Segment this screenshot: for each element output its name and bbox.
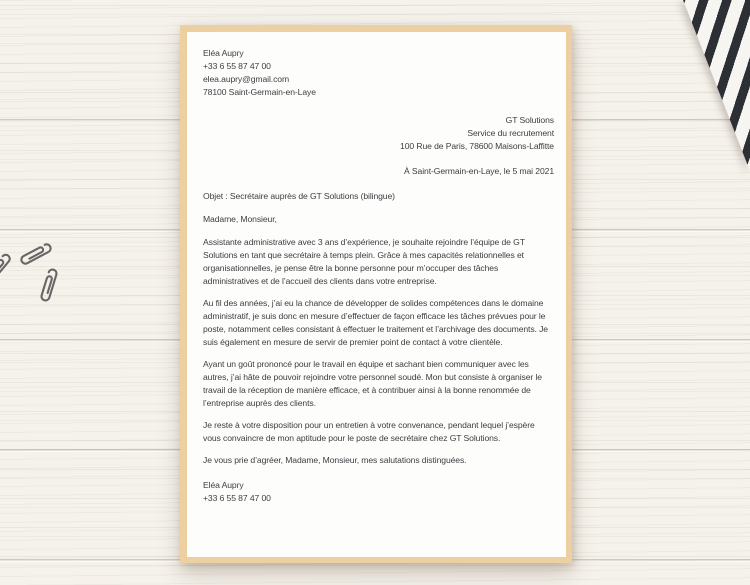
body-paragraph-4: Je reste à votre disposition pour un entretien à votre convenance, pendant lequel j’espère vous convaincre de mon aptitude pour le poste de secrétaire chez GT Solutions.: [203, 420, 535, 443]
recipient-department: Service du recrutement: [467, 128, 554, 138]
paperclip-icon: [40, 269, 57, 302]
striped-fabric-corner: [616, 0, 750, 184]
subject-line: Objet : Secrétaire auprès de GT Solutions (bilingue): [203, 191, 395, 201]
signature-block: [203, 479, 554, 505]
sender-city: 78100 Saint-Germain-en-Laye: [203, 87, 316, 97]
striped-fabric: [616, 0, 750, 184]
date-line: À Saint-Germain-en-Laye, le 5 mai 2021: [403, 166, 554, 176]
paper-clips: [0, 232, 80, 312]
sender-name: Eléa Aupry: [203, 48, 244, 58]
signature-name: Eléa Aupry: [203, 480, 244, 490]
clipboard-backing: [180, 25, 572, 563]
body-paragraph-1: Assistante administrative avec 3 ans d’expérience, je souhaite rejoindre l’équipe de GT Solutions en tant que secrétaire à temps plein. Grâce à mes capacités relationnelles et organisationnelles, je pense être la bonne personne pour m’occuper des tâches administratives et de l’accueil des clients dans votre entreprise.: [203, 237, 525, 286]
sender-email: elea.aupry@gmail.com: [203, 74, 290, 84]
salutation: Madame, Monsieur,: [203, 214, 277, 224]
sender-block: [203, 47, 554, 99]
closing-line: Je vous prie d’agréer, Madame, Monsieur, mes salutations distinguées.: [203, 455, 467, 465]
paperclip-icon: [0, 253, 11, 283]
recipient-company: GT Solutions: [505, 115, 554, 125]
recipient-address: 100 Rue de Paris, 78600 Maisons-Laffitte: [400, 141, 554, 151]
recipient-block: [203, 114, 554, 153]
sender-phone: +33 6 55 87 47 00: [203, 61, 271, 71]
body-paragraph-2: Au fil des années, j’ai eu la chance de développer de solides compétences dans le domaine administratif, je suis donc en mesure d’effectuer de façon efficace les tâches prévues pour le poste, notamment celles consistant à effectuer le traitement et l’archivage des documents. Je suis également en mesure de servir de premier point de contact à votre clientèle.: [203, 298, 548, 347]
paperclip-icon: [20, 243, 52, 265]
body-paragraph-3: Ayant un goût prononcé pour le travail en équipe et sachant bien communiquer avec les autres, j’ai hâte de pouvoir rejoindre votre personnel soudé. Mon but consiste à organiser le travail de la réception de manière efficace, et à contribuer ainsi à la bonne renommée de l’entreprise auprès des clients.: [203, 359, 542, 408]
signature-phone: +33 6 55 87 47 00: [203, 493, 271, 503]
letter-paper: [187, 32, 566, 557]
